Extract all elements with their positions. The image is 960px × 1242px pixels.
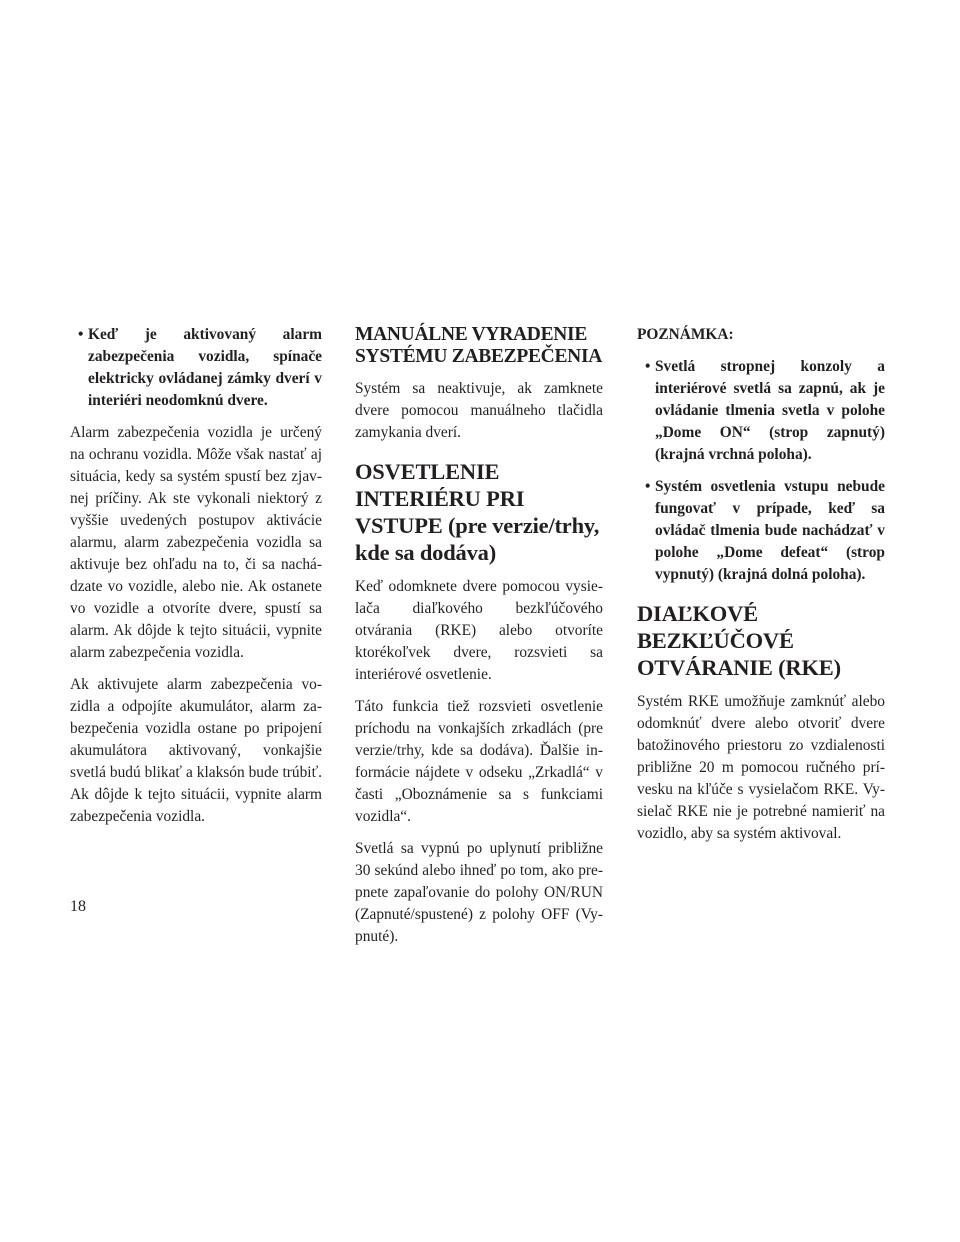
bullet-text: Systém osvetlenia vstupu nebude fungovať v prípade, keď sa ovládač tlmenia bude nachádzať v polohe „Dome defeat“ (strop vypnutý) (krajná dolná poloha). (655, 478, 885, 583)
bullet-text: Keď je aktivovaný alarm zabezpečenia vozidla, spínače elektricky ovládanej zámky dverí v interiéri neodomknú dvere. (88, 326, 322, 409)
paragraph-rke: Systém RKE umožňuje zamknúť alebo odomknúť dvere alebo otvoriť dvere batožinového priestoru zo vzdialenosti približne 20 m pomocou ručného prívesku na kľúče s vysielačom RKE. Vysielač RKE nie je potrebné namieriť na vozidlo, aby sa systém aktivoval. (637, 693, 885, 842)
middle-column (355, 324, 603, 958)
bullet-text: Svetlá stropnej konzoly a interiérové svetlá sa zapnú, ak je ovládanie tlmenia svetla v polohe „Dome ON“ (strop zapnutý) (krajná vrchná poloha). (655, 358, 885, 463)
paragraph-battery-disconnect: Ak aktivujete alarm zabezpečenia vozidla a odpojíte akumulátor, alarm zabezpečenia vozidla ostane po pripojení akumulátora aktivovaný, vonkajšie svetlá budú blikať a klaksón bude trúbiť. Ak dôjde k tejto situácii, vypnite alarm zabezpečenia vozidla. (70, 676, 322, 825)
bullet-dome-on (637, 356, 885, 466)
heading-rke: DIAĽKOVÉ BEZKĽÚČOVÉ OTVÁRANIE (RKE) (637, 601, 841, 680)
paragraph-manual-disarm: Systém sa neaktivuje, ak zamknete dvere pomocou manuálneho tlačidla zamykania dverí. (355, 380, 603, 441)
page-number: 18 (70, 898, 86, 915)
bullet-marker: • (645, 358, 651, 375)
paragraph-illuminated-entry-1: Keď odomknete dvere pomocou vysielača diaľkového bezkľúčového otvárania (RKE) alebo otvoríte ktorékoľvek dvere, rozsvieti sa interiérové osvetlenie. (355, 578, 603, 683)
heading-manual-disarm: MANUÁLNE VYRADENIE SYSTÉMU ZABEZPEČENIA (355, 324, 603, 367)
bullet-dome-defeat (637, 476, 885, 586)
paragraph-illuminated-entry-3: Svetlá sa vypnú po uplynutí približne 30 sekúnd alebo ihneď po tom, ako prepnete zapaľovanie do polohy ON/RUN (Zapnuté/spustené) z polohy OFF (Vypnuté). (355, 840, 603, 945)
bullet-door-switches (70, 324, 322, 412)
bullet-marker: • (78, 326, 84, 343)
note-label: POZNÁMKA: (637, 326, 734, 343)
bullet-marker: • (645, 478, 651, 495)
paragraph-illuminated-entry-2: Táto funkcia tiež rozsvieti osvetlenie príchodu na vonkajších zrkadlách (pre verzie/trhy, kde sa dodáva). Ďalšie informácie nájdete v odseku „Zrkadlá“ v časti „Oboznámenie sa s funkciami vozidla“. (355, 698, 603, 825)
right-column (637, 324, 885, 855)
paragraph-alarm-purpose: Alarm zabezpečenia vozidla je určený na ochranu vozidla. Môže však nastať aj situácia, kedy sa systém spustí bez zjavnej príčiny. Ak ste vykonali niektorý z vyššie uvedených postupov aktivácie alarmu, alarm zabezpečenia vozidla sa aktivuje bez ohľadu na to, či sa nachádzate vo vozidle, alebo nie. Ak ostanete vo vozidle a otvoríte dvere, spustí sa alarm. Ak dôjde k tejto situácii, vypnite alarm zabezpečenia vozidla. (70, 424, 322, 661)
heading-illuminated-entry: OSVETLENIE INTERIÉRU PRI VSTUPE (pre verzie/trhy, kde sa dodáva) (355, 459, 600, 565)
left-column (70, 324, 322, 838)
